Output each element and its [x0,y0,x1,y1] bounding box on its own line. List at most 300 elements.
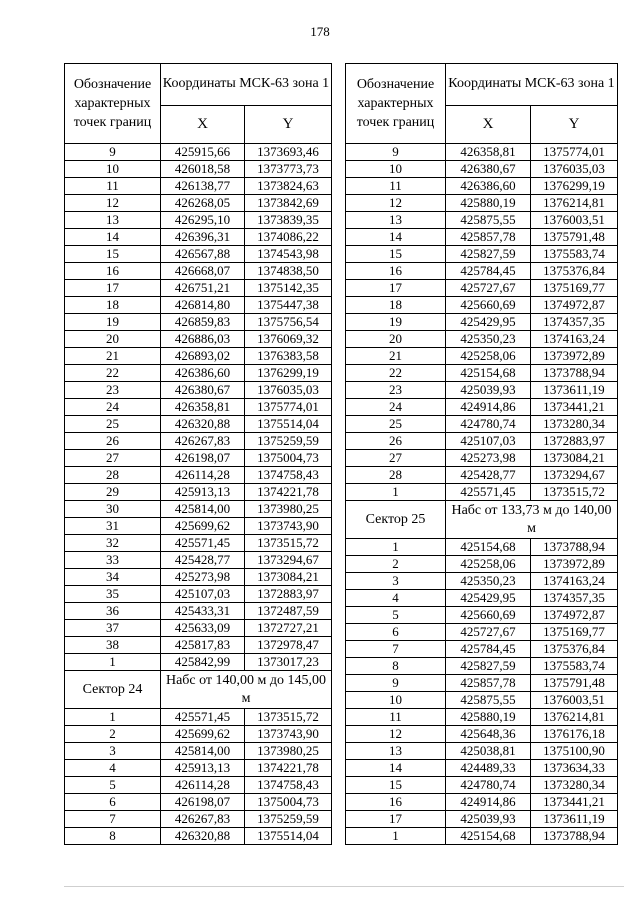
point-number: 15 [346,246,446,263]
y-coordinate: 1374086,22 [245,229,332,246]
x-coordinate: 424780,74 [446,777,531,794]
table-row [346,811,618,828]
x-column-header: X [161,105,245,143]
y-coordinate: 1376176,18 [531,726,618,743]
point-number: 17 [346,811,446,828]
x-coordinate: 425258,06 [446,556,531,573]
table-row [65,195,332,212]
x-coordinate: 425648,36 [446,726,531,743]
x-coordinate: 426668,07 [161,263,245,280]
y-column-header: Y [531,105,618,143]
table-row [65,743,332,760]
y-coordinate: 1375169,77 [531,280,618,297]
table-row [65,314,332,331]
x-coordinate: 425258,06 [446,348,531,365]
sector-row [346,501,618,539]
coordinates-table-right [345,63,618,845]
table-row [65,365,332,382]
y-coordinate: 1372727,21 [245,620,332,637]
y-coordinate: 1373084,21 [531,450,618,467]
sector-row [65,671,332,709]
table-row [346,709,618,726]
table-row [346,365,618,382]
coordinates-table-left [64,63,332,845]
point-number: 12 [346,195,446,212]
point-number: 7 [346,641,446,658]
point-number: 22 [65,365,161,382]
point-number: 6 [65,794,161,811]
point-number: 15 [65,246,161,263]
point-number: 12 [65,195,161,212]
y-coordinate: 1373280,34 [531,416,618,433]
table-row [65,212,332,229]
x-coordinate: 426886,03 [161,331,245,348]
table-row [65,811,332,828]
x-coordinate: 426320,88 [161,416,245,433]
y-coordinate: 1373788,94 [531,539,618,556]
table-row [346,161,618,178]
point-number: 28 [65,467,161,484]
point-number: 29 [65,484,161,501]
table-row [346,743,618,760]
y-coordinate: 1374543,98 [245,246,332,263]
x-coordinate: 425699,62 [161,726,245,743]
y-coordinate: 1373515,72 [245,535,332,552]
point-number: 24 [65,399,161,416]
point-number: 23 [346,382,446,399]
table-row [346,212,618,229]
x-coordinate: 425107,03 [161,586,245,603]
x-coordinate: 426267,83 [161,433,245,450]
x-coordinate: 425154,68 [446,365,531,382]
scan-edge-line [64,886,624,887]
x-coordinate: 425660,69 [446,607,531,624]
point-number: 26 [346,433,446,450]
point-number: 25 [65,416,161,433]
table-row [346,280,618,297]
x-coordinate: 426859,83 [161,314,245,331]
y-coordinate: 1374163,24 [531,331,618,348]
point-number: 14 [65,229,161,246]
x-coordinate: 425633,09 [161,620,245,637]
y-coordinate: 1374972,87 [531,607,618,624]
x-coordinate: 425913,13 [161,760,245,777]
y-coordinate: 1373980,25 [245,743,332,760]
x-coordinate: 425428,77 [446,467,531,484]
x-coordinate: 425350,23 [446,331,531,348]
point-number: 38 [65,637,161,654]
sector-name: Сектор 24 [65,671,161,709]
x-coordinate: 425571,45 [161,535,245,552]
y-coordinate: 1373824,63 [245,178,332,195]
table-row [65,433,332,450]
x-coordinate: 426386,60 [161,365,245,382]
point-number: 2 [65,726,161,743]
y-coordinate: 1373773,73 [245,161,332,178]
point-number: 28 [346,467,446,484]
point-number: 16 [346,263,446,280]
x-coordinate: 426567,88 [161,246,245,263]
point-number: 37 [65,620,161,637]
x-coordinate: 425857,78 [446,229,531,246]
y-coordinate: 1373842,69 [245,195,332,212]
y-coordinate: 1375583,74 [531,658,618,675]
point-column-header: Обозначение характерных точек границ [346,64,446,144]
table-row [65,297,332,314]
point-number: 30 [65,501,161,518]
point-number: 17 [65,280,161,297]
y-coordinate: 1375514,04 [245,416,332,433]
x-coordinate: 426268,05 [161,195,245,212]
point-number: 21 [346,348,446,365]
x-coordinate: 425857,78 [446,675,531,692]
y-coordinate: 1375791,48 [531,229,618,246]
point-number: 12 [346,726,446,743]
x-coordinate: 426893,02 [161,348,245,365]
y-coordinate: 1376214,81 [531,195,618,212]
table-row [65,709,332,726]
table-row [346,658,618,675]
table-row [65,726,332,743]
table-row [346,726,618,743]
y-coordinate: 1373611,19 [531,382,618,399]
y-coordinate: 1375774,01 [531,144,618,161]
x-coordinate: 425699,62 [161,518,245,535]
table-row [346,624,618,641]
x-coordinate: 426358,81 [161,399,245,416]
point-number: 26 [65,433,161,450]
x-coordinate: 425784,45 [446,263,531,280]
point-number: 27 [65,450,161,467]
x-coordinate: 425154,68 [446,539,531,556]
x-coordinate: 426751,21 [161,280,245,297]
x-coordinate: 425660,69 [446,297,531,314]
point-number: 10 [65,161,161,178]
table-row [346,484,618,501]
y-coordinate: 1373788,94 [531,365,618,382]
y-coordinate: 1374758,43 [245,777,332,794]
y-coordinate: 1375514,04 [245,828,332,845]
point-number: 10 [346,161,446,178]
y-coordinate: 1373693,46 [245,144,332,161]
x-coordinate: 425842,99 [161,654,245,671]
table-row [65,450,332,467]
table-row [346,794,618,811]
point-number: 22 [346,365,446,382]
x-coordinate: 425571,45 [161,709,245,726]
point-number: 9 [346,675,446,692]
table-row [346,433,618,450]
x-coordinate: 426198,07 [161,450,245,467]
point-number: 1 [65,654,161,671]
table-row [346,556,618,573]
x-column-header: X [446,105,531,143]
y-coordinate: 1376214,81 [531,709,618,726]
x-coordinate: 425875,55 [446,692,531,709]
point-number: 4 [65,760,161,777]
sector-height-range: Набс от 133,73 м до 140,00 м [446,501,618,539]
point-number: 31 [65,518,161,535]
table-row [346,399,618,416]
y-coordinate: 1372487,59 [245,603,332,620]
point-number: 5 [65,777,161,794]
coords-column-header: Координаты МСК-63 зона 1 [161,64,332,106]
y-coordinate: 1373515,72 [531,484,618,501]
x-coordinate: 425429,95 [446,314,531,331]
point-number: 16 [346,794,446,811]
table-row [65,161,332,178]
table-row [65,416,332,433]
y-coordinate: 1374357,35 [531,590,618,607]
table-row [346,331,618,348]
point-number: 2 [346,556,446,573]
x-coordinate: 425817,83 [161,637,245,654]
point-number: 16 [65,263,161,280]
y-coordinate: 1374221,78 [245,760,332,777]
point-number: 5 [346,607,446,624]
point-number: 18 [65,297,161,314]
y-coordinate: 1376069,32 [245,331,332,348]
y-coordinate: 1373441,21 [531,794,618,811]
y-coordinate: 1375791,48 [531,675,618,692]
point-number: 8 [65,828,161,845]
point-number: 1 [65,709,161,726]
x-coordinate: 425273,98 [446,450,531,467]
y-coordinate: 1375756,54 [245,314,332,331]
x-coordinate: 424914,86 [446,399,531,416]
x-coordinate: 426198,07 [161,794,245,811]
point-number: 13 [346,212,446,229]
table-row [65,467,332,484]
y-coordinate: 1376299,19 [531,178,618,195]
x-coordinate: 425880,19 [446,709,531,726]
table-row [65,348,332,365]
table-row [65,331,332,348]
table-row [65,760,332,777]
y-coordinate: 1376003,51 [531,692,618,709]
point-number: 14 [346,760,446,777]
y-column-header: Y [245,105,332,143]
x-coordinate: 425814,00 [161,743,245,760]
point-number: 9 [65,144,161,161]
table-row [65,144,332,161]
point-number: 21 [65,348,161,365]
point-number: 23 [65,382,161,399]
x-coordinate: 425571,45 [446,484,531,501]
x-coordinate: 424914,86 [446,794,531,811]
y-coordinate: 1376035,03 [531,161,618,178]
table-row [65,382,332,399]
y-coordinate: 1373980,25 [245,501,332,518]
y-coordinate: 1375142,35 [245,280,332,297]
sector-height-range: Набс от 140,00 м до 145,00 м [161,671,332,709]
y-coordinate: 1376035,03 [245,382,332,399]
y-coordinate: 1374972,87 [531,297,618,314]
point-number: 15 [346,777,446,794]
page-number: 178 [310,24,330,39]
point-number: 35 [65,586,161,603]
table-row [346,675,618,692]
x-coordinate: 425350,23 [446,573,531,590]
x-coordinate: 425827,59 [446,246,531,263]
point-number: 1 [346,484,446,501]
table-row [346,692,618,709]
table-row [65,654,332,671]
table-row [346,246,618,263]
x-coordinate: 424780,74 [446,416,531,433]
table-row [65,399,332,416]
y-coordinate: 1376003,51 [531,212,618,229]
table-row [65,280,332,297]
table-row [65,535,332,552]
x-coordinate: 426320,88 [161,828,245,845]
y-coordinate: 1373972,89 [531,348,618,365]
y-coordinate: 1375774,01 [245,399,332,416]
y-coordinate: 1374357,35 [531,314,618,331]
x-coordinate: 426267,83 [161,811,245,828]
table-row [346,590,618,607]
x-coordinate: 426358,81 [446,144,531,161]
y-coordinate: 1373788,94 [531,828,618,845]
table-row [346,467,618,484]
y-coordinate: 1375583,74 [531,246,618,263]
x-coordinate: 425913,13 [161,484,245,501]
y-coordinate: 1375259,59 [245,433,332,450]
table-row [65,229,332,246]
x-coordinate: 425814,00 [161,501,245,518]
table-row [346,573,618,590]
point-number: 3 [346,573,446,590]
x-coordinate: 426386,60 [446,178,531,195]
y-coordinate: 1375100,90 [531,743,618,760]
point-number: 10 [346,692,446,709]
table-row [65,569,332,586]
table-row [65,178,332,195]
table-row [346,828,618,845]
y-coordinate: 1373084,21 [245,569,332,586]
x-coordinate: 426380,67 [446,161,531,178]
point-number: 25 [346,416,446,433]
y-coordinate: 1372978,47 [245,637,332,654]
table-row [346,144,618,161]
x-coordinate: 425107,03 [446,433,531,450]
point-number: 36 [65,603,161,620]
table-row [346,314,618,331]
x-coordinate: 426114,28 [161,777,245,794]
y-coordinate: 1374221,78 [245,484,332,501]
coords-column-header: Координаты МСК-63 зона 1 [446,64,618,106]
x-coordinate: 426018,58 [161,161,245,178]
y-coordinate: 1373839,35 [245,212,332,229]
point-number: 1 [346,828,446,845]
table-row [65,263,332,280]
x-coordinate: 425038,81 [446,743,531,760]
y-coordinate: 1375004,73 [245,794,332,811]
point-number: 6 [346,624,446,641]
table-row [346,607,618,624]
x-coordinate: 425915,66 [161,144,245,161]
point-number: 3 [65,743,161,760]
table-body-right [346,144,618,845]
table-row [65,794,332,811]
table-row [346,450,618,467]
y-coordinate: 1375447,38 [245,297,332,314]
x-coordinate: 425827,59 [446,658,531,675]
y-coordinate: 1373634,33 [531,760,618,777]
point-number: 14 [346,229,446,246]
y-coordinate: 1376299,19 [245,365,332,382]
y-coordinate: 1373611,19 [531,811,618,828]
x-coordinate: 426814,80 [161,297,245,314]
y-coordinate: 1375004,73 [245,450,332,467]
point-number: 18 [346,297,446,314]
table-row [65,777,332,794]
table-row [65,518,332,535]
y-coordinate: 1373972,89 [531,556,618,573]
table-row [65,620,332,637]
table-row [346,382,618,399]
point-number: 27 [346,450,446,467]
x-coordinate: 425039,93 [446,382,531,399]
point-number: 11 [346,709,446,726]
x-coordinate: 426114,28 [161,467,245,484]
y-coordinate: 1375376,84 [531,641,618,658]
point-number: 19 [346,314,446,331]
x-coordinate: 425039,93 [446,811,531,828]
table-row [346,178,618,195]
y-coordinate: 1374838,50 [245,263,332,280]
y-coordinate: 1374758,43 [245,467,332,484]
x-coordinate: 426295,10 [161,212,245,229]
point-number: 20 [65,331,161,348]
x-coordinate: 425428,77 [161,552,245,569]
x-coordinate: 425784,45 [446,641,531,658]
table-row [346,297,618,314]
point-number: 34 [65,569,161,586]
x-coordinate: 426138,77 [161,178,245,195]
x-coordinate: 424489,33 [446,760,531,777]
table-row [346,195,618,212]
table-row [65,484,332,501]
table-row [346,416,618,433]
table-row [346,777,618,794]
y-coordinate: 1373017,23 [245,654,332,671]
y-coordinate: 1373294,67 [245,552,332,569]
table-row [65,586,332,603]
point-number: 1 [346,539,446,556]
table-row [65,552,332,569]
y-coordinate: 1373515,72 [245,709,332,726]
y-coordinate: 1373280,34 [531,777,618,794]
x-coordinate: 425154,68 [446,828,531,845]
x-coordinate: 425273,98 [161,569,245,586]
x-coordinate: 425429,95 [446,590,531,607]
x-coordinate: 425875,55 [446,212,531,229]
point-number: 24 [346,399,446,416]
point-number: 17 [346,280,446,297]
point-number: 4 [346,590,446,607]
y-coordinate: 1375376,84 [531,263,618,280]
y-coordinate: 1373743,90 [245,726,332,743]
table-row [346,229,618,246]
table-row [346,641,618,658]
point-number: 19 [65,314,161,331]
x-coordinate: 425880,19 [446,195,531,212]
point-number: 33 [65,552,161,569]
table-row [346,348,618,365]
y-coordinate: 1373441,21 [531,399,618,416]
point-number: 11 [65,178,161,195]
